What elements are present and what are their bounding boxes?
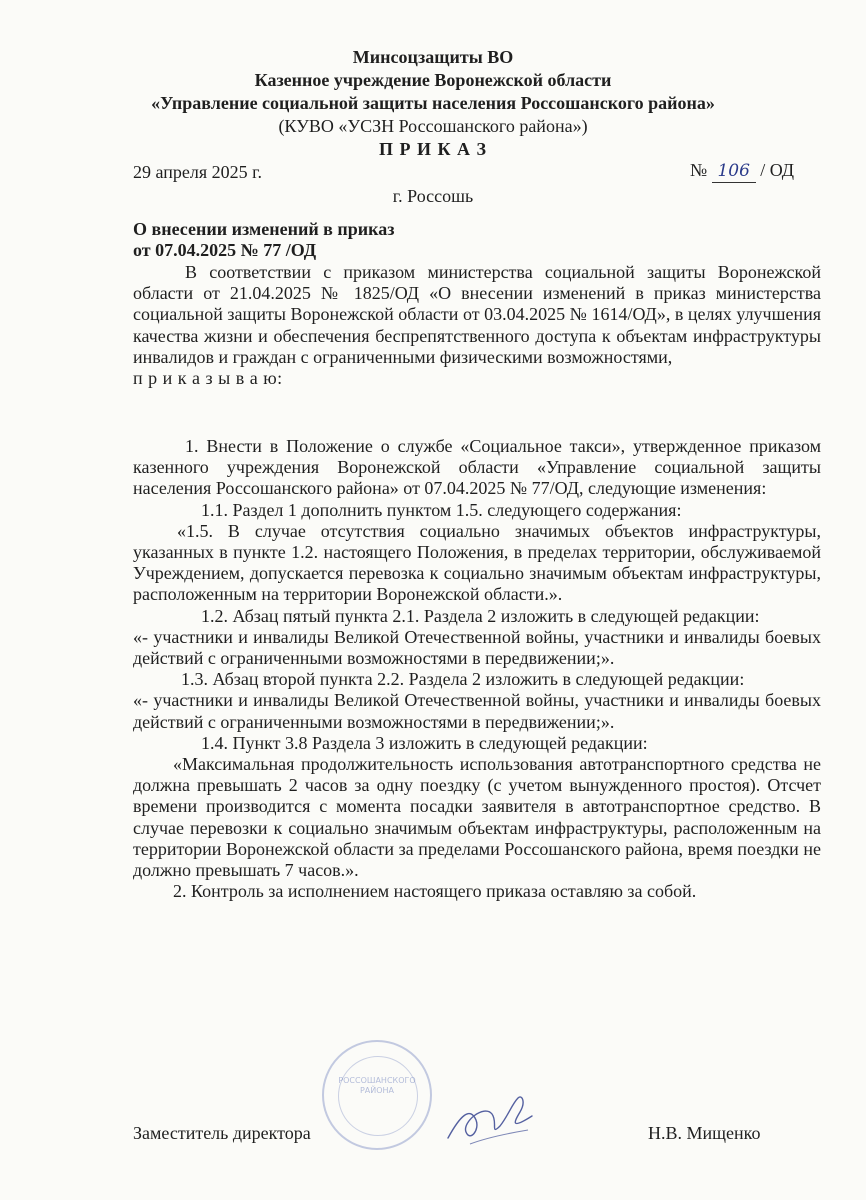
item-1-2: 1.2. Абзац пятый пункта 2.1. Раздела 2 изложить в следующей редакции: [201, 605, 760, 626]
order-word: п р и к а з ы в а ю: [133, 368, 283, 389]
order-date: 29 апреля 2025 г. [133, 162, 262, 182]
items-block [133, 436, 821, 902]
item-1: 1. Внести в Положение о службе «Социальное такси», утвержденное приказом казенного учреждения Воронежской области «Управление социальной защиты населения Россошанского района» от 07.04.2025 № 77/ОД, следующие изменения: [133, 436, 821, 499]
handwritten-signature [440, 1086, 540, 1156]
order-number [690, 160, 794, 183]
doc-type-title: П Р И К А З [378, 139, 488, 159]
stamp-text: РОССОШАНСКОГО РАЙОНА [338, 1076, 416, 1095]
preamble-text: В соответствии с приказом министерства социальной защиты Воронежской области от 21.04.2025 № 1825/ОД «О внесении изменений в приказ министерства социальной защиты Воронежской области от 03.04.2025 № 1614/ОД», в целях улучшения качества жизни и обеспечения беспрепятственного доступа к объектам инфраструктуры инвалидов и граждан с ограниченными физическими возможностями, [133, 262, 821, 367]
item-1-4-text: «Максимальная продолжительность использования автотранспортного средства не должна превышать 2 часов за одну поездку (с учетом вынужденного простоя). Отсчет времени производится с момента посадки заявителя в автотранспортное средство. В случае перевозки к социально значимым объектам инфраструктуры, расположенным на территории Воронежской области за пределами Россошанского района, время поездки не должно превышать 7 часов.». [133, 754, 821, 881]
subject-line-1: О внесении изменений в приказ [133, 219, 395, 239]
signatory-position: Заместитель директора [133, 1123, 311, 1143]
header-department: «Управление социальной защиты населения Россошанского района» [151, 93, 715, 113]
order-number-prefix: № [690, 160, 708, 180]
item-1-2-text: «- участники и инвалиды Великой Отечественной войны, участники и инвалиды боевых действий с ограниченными возможностями в передвижении;». [133, 626, 821, 669]
item-1-1: 1.1. Раздел 1 дополнить пунктом 1.5. следующего содержания: [201, 499, 682, 520]
item-1-3-text: «- участники и инвалиды Великой Отечественной войны, участники и инвалиды боевых действий с ограниченными возможностями в передвижении;». [133, 690, 821, 732]
item-1-1-text: «1.5. В случае отсутствия социально значимых объектов инфраструктуры, указанных в пункте 1.2. настоящего Положения, в пределах территории, обслуживаемой Учреждением, допускается перевозка к социально значимым объектам инфраструктуры, расположенным на территории Воронежской области.». [133, 520, 821, 605]
header-ministry: Минсоцзащиты ВО [352, 47, 514, 67]
header-institution: Казенное учреждение Воронежской области [254, 70, 612, 90]
item-2: 2. Контроль за исполнением настоящего приказа оставляю за собой. [173, 881, 697, 902]
subject-line-2: от 07.04.2025 № 77 /ОД [133, 240, 317, 260]
handwritten-order-number: 106 [712, 161, 756, 183]
item-1-4: 1.4. Пункт 3.8 Раздела 3 изложить в следующей редакции: [201, 732, 648, 753]
header-abbreviation: (КУВО «УСЗН Россошанского района») [278, 116, 588, 136]
order-city: г. Россошь [392, 186, 474, 206]
item-1-3: 1.3. Абзац второй пункта 2.2. Раздела 2 изложить в следующей редакции: [181, 669, 745, 690]
stamp-inner-ring [338, 1056, 418, 1136]
signatory-name: Н.В. Мищенко [648, 1123, 761, 1143]
official-stamp [322, 1040, 432, 1150]
preamble-block [133, 262, 821, 389]
order-number-suffix: / ОД [760, 160, 795, 180]
